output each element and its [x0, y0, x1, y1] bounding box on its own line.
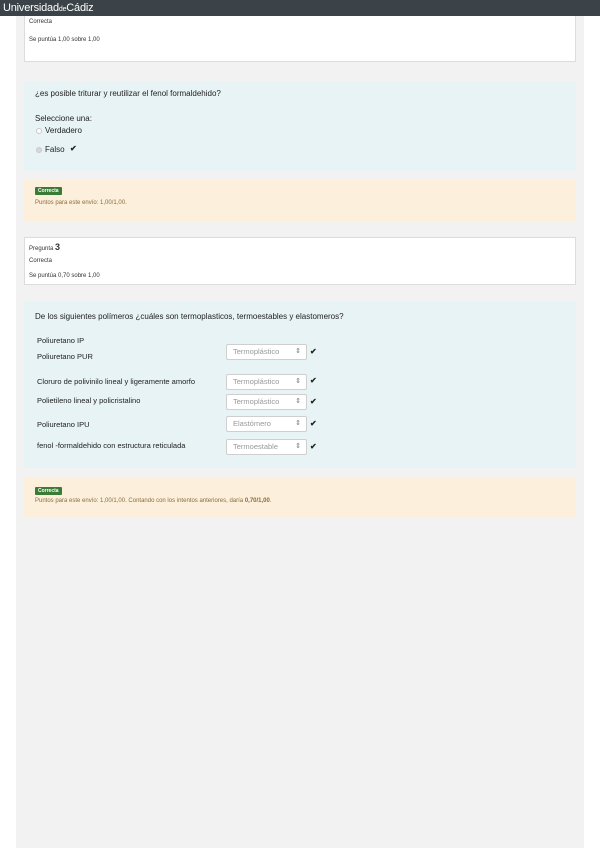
match-item-label: Polietileno lineal y policristalino: [37, 396, 141, 405]
correct-badge: Correcta: [35, 487, 62, 495]
points-text-end: .: [269, 498, 272, 504]
top-navbar: [0, 0, 600, 16]
correct-check-icon: ✔: [310, 347, 317, 356]
question-2-content: [24, 81, 576, 171]
select-value: Termoplástico: [233, 397, 280, 406]
match-select-3[interactable]: [226, 394, 307, 410]
match-select-1[interactable]: [226, 344, 307, 360]
university-logo[interactable]: [3, 0, 93, 16]
option-verdadero-radio[interactable]: [36, 128, 42, 134]
select-value: Termoestable: [233, 442, 279, 451]
question-text: ¿es posible triturar y reutilizar el fenol formaldehido?: [35, 89, 221, 98]
match-select-2[interactable]: [226, 374, 307, 390]
select-arrow-icon: ⇕: [295, 348, 301, 355]
match-item-label: Poliuretano IPU: [37, 420, 90, 429]
option-falso-radio[interactable]: [36, 147, 42, 153]
question-state: Correcta: [29, 258, 53, 264]
match-select-4[interactable]: [226, 416, 307, 432]
question-grade: Se puntúa 0,70 sobre 1,00: [29, 273, 100, 279]
brand-part-1: Universidad: [3, 2, 59, 14]
correct-check-icon: ✔: [310, 397, 317, 406]
select-arrow-icon: ⇕: [295, 398, 301, 405]
select-value: Termoplástico: [233, 347, 280, 356]
question-number: [29, 242, 60, 252]
correct-check-icon: ✔: [310, 419, 317, 428]
correct-badge: Correcta: [35, 187, 62, 195]
select-value: Termoplástico: [233, 377, 280, 386]
question-number-value: 3: [55, 242, 61, 252]
match-item-label: Cloruro de polivinilo lineal y ligeramente amorfo: [37, 377, 195, 386]
points-text: [35, 498, 272, 504]
brand-part-2: Cádiz: [66, 2, 94, 14]
question-3-info: [24, 237, 576, 285]
match-item-label: Poliuretano PUR: [37, 352, 93, 361]
question-grade: Se puntúa 1,00 sobre 1,00: [29, 37, 100, 43]
select-arrow-icon: ⇕: [295, 443, 301, 450]
select-arrow-icon: ⇕: [295, 420, 301, 427]
question-2-info: [24, 16, 576, 62]
answer-prompt: Seleccione una:: [35, 114, 92, 123]
correct-check-icon: ✔: [310, 442, 317, 451]
question-text: De los siguientes polímeros ¿cuáles son termoplasticos, termoestables y elastomeros?: [35, 312, 344, 321]
correct-check-icon: ✔: [70, 144, 77, 153]
option-verdadero-label[interactable]: Verdadero: [45, 126, 82, 135]
select-value: Elastómero: [233, 419, 271, 428]
pregunta-label: Pregunta: [29, 246, 54, 252]
points-text-main: Puntos para este envío: 1,00/1,00. Contando con los intentos anteriores, daría: [35, 498, 245, 504]
match-item-header: Poliuretano IP: [37, 336, 85, 345]
option-falso-label[interactable]: Falso: [45, 145, 65, 154]
points-text-bold: 0,70/1,00: [244, 498, 270, 504]
brand-de: de: [58, 6, 67, 13]
match-item-label: fenol -formaldehido con estructura reticulada: [37, 441, 186, 450]
question-state: Correcta: [29, 19, 53, 25]
select-arrow-icon: ⇕: [295, 378, 301, 385]
match-select-5[interactable]: [226, 439, 307, 455]
points-text: Puntos para este envío: 1,00/1,00.: [35, 200, 127, 206]
correct-check-icon: ✔: [310, 376, 317, 385]
question-2-feedback: [24, 180, 576, 221]
question-3-feedback: [24, 477, 576, 518]
